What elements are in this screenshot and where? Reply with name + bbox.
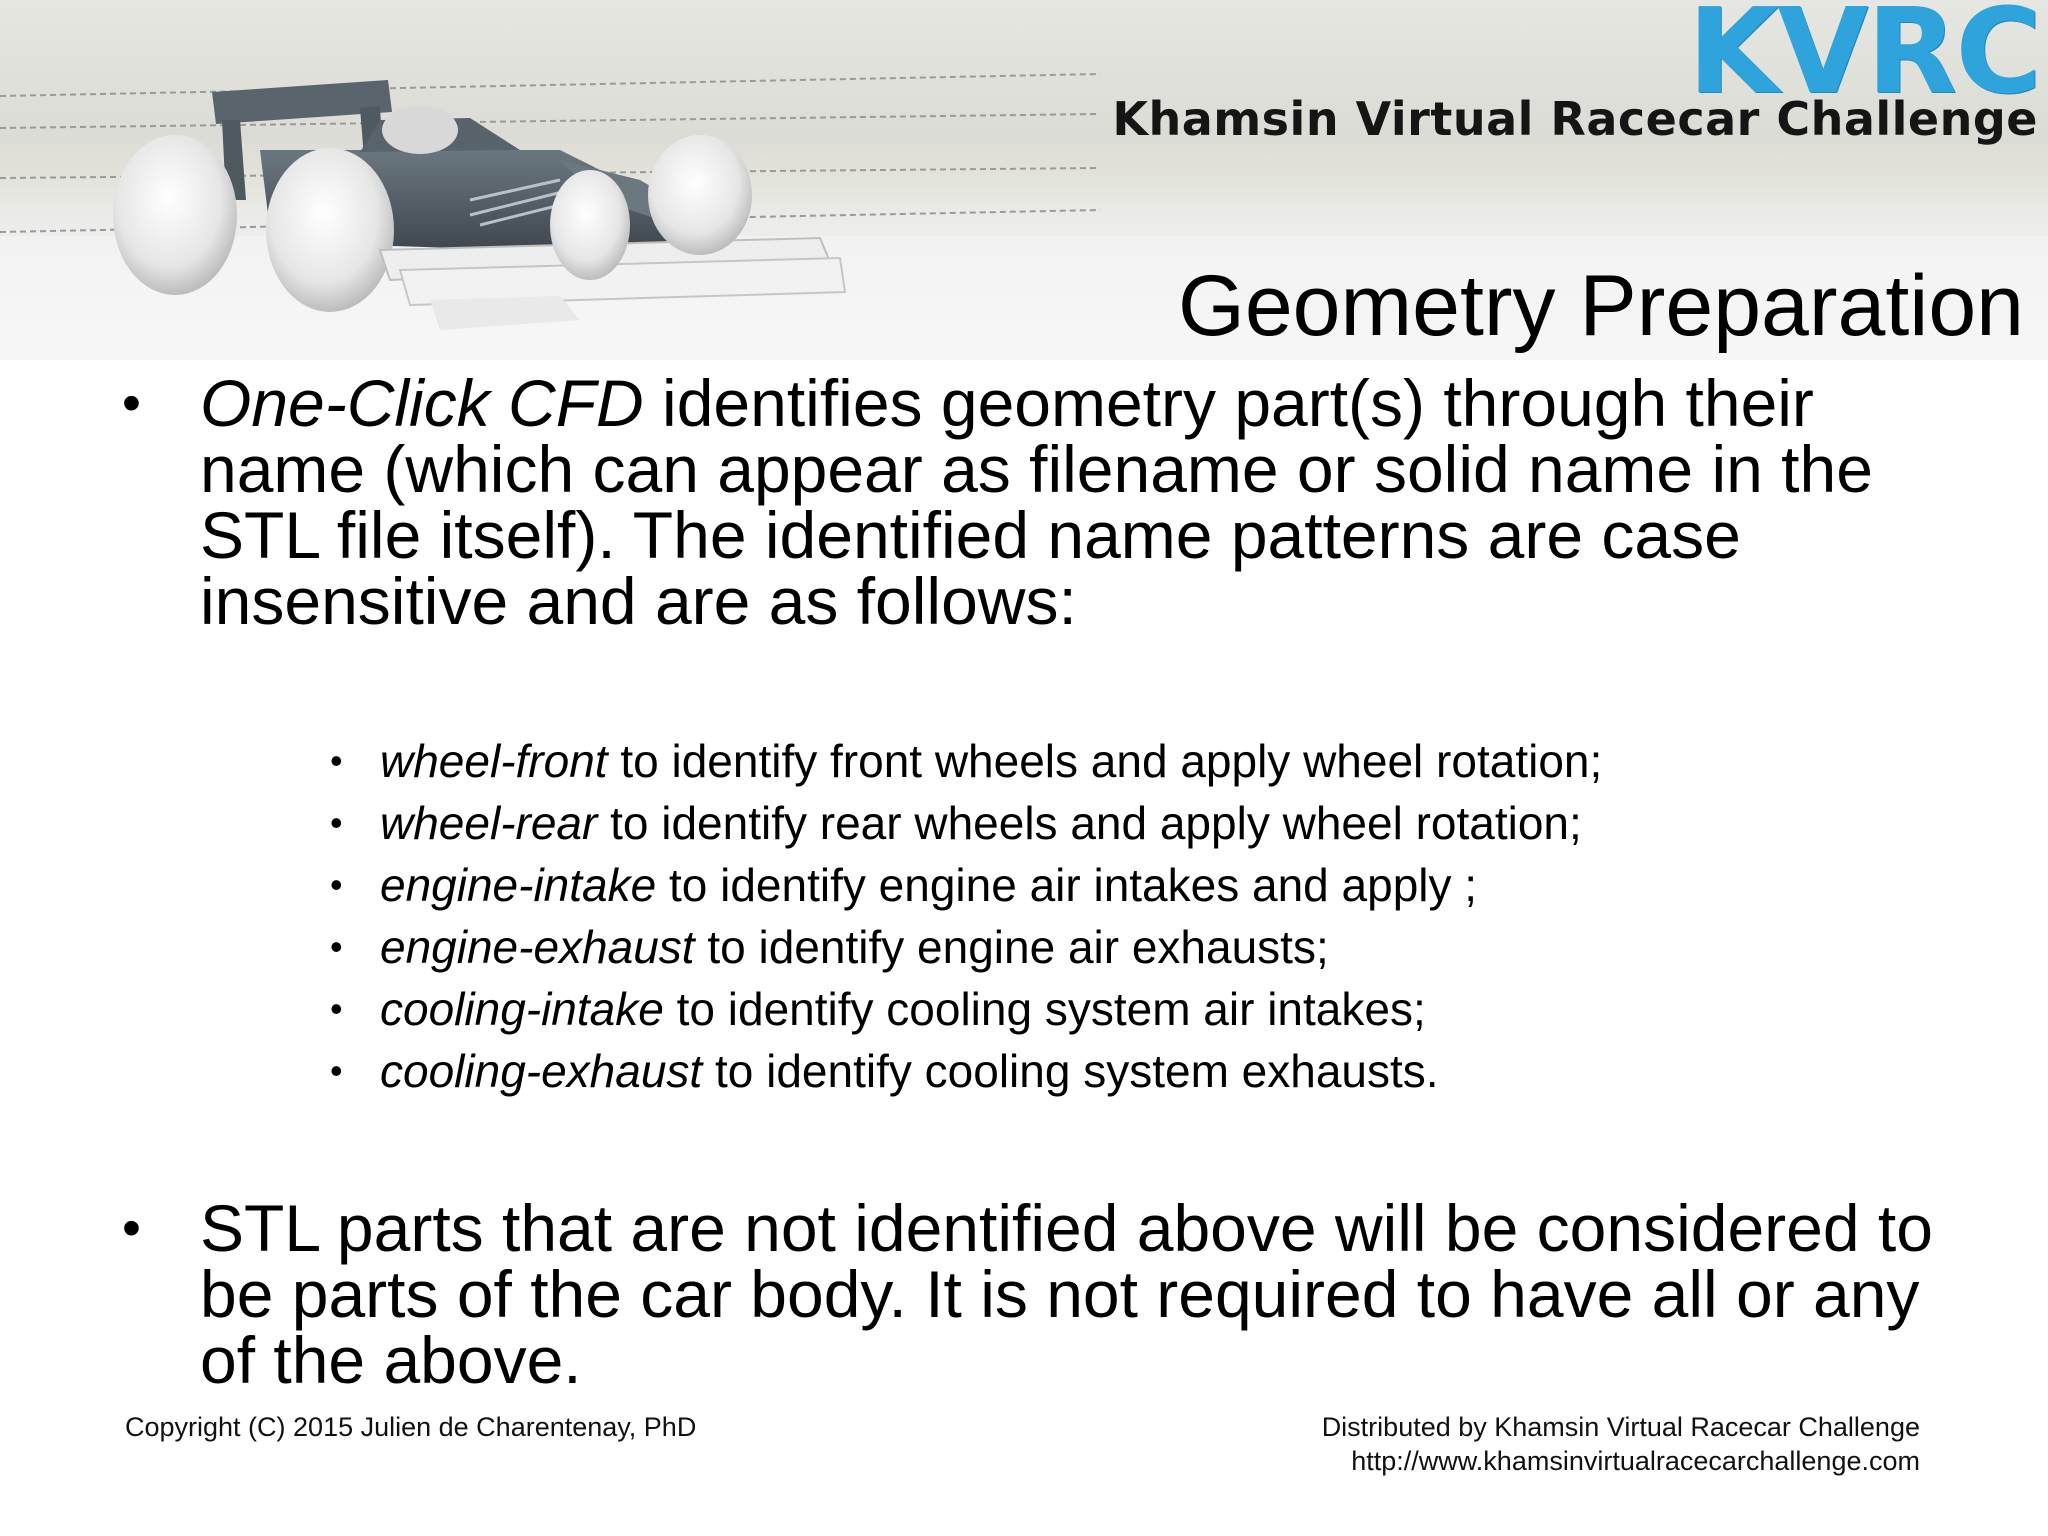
pattern-text: to identify engine air exhausts; bbox=[694, 921, 1329, 973]
pattern-text: to identify front wheels and apply wheel rotation; bbox=[607, 735, 1603, 787]
logo-tagline: Khamsin Virtual Racecar Challenge bbox=[1112, 92, 2038, 146]
pattern-text: to identify engine air intakes and apply ; bbox=[656, 859, 1478, 911]
bullet-text: STL parts that are not identified above will be considered to be parts of the car body. It is not required to have all or any of the above. bbox=[200, 1191, 1933, 1397]
bullet-icon: • bbox=[330, 988, 343, 1029]
slide-title: Geometry Preparation bbox=[1177, 258, 2024, 354]
list-item bbox=[330, 916, 1980, 978]
bullet-icon: • bbox=[330, 864, 343, 905]
footer-distributed-by: Distributed by Khamsin Virtual Racecar Challenge bbox=[1321, 1412, 1920, 1442]
bullet-stl-parts bbox=[122, 1191, 1980, 1397]
pattern-term: cooling-exhaust bbox=[380, 1045, 703, 1097]
bullet-icon: • bbox=[330, 1050, 343, 1091]
bullet-icon: • bbox=[330, 740, 343, 781]
pattern-term: wheel-front bbox=[380, 735, 608, 787]
bullet-icon: • bbox=[330, 926, 343, 967]
racecar-illustration bbox=[0, 0, 1100, 360]
footer-copyright: Copyright (C) 2015 Julien de Charentenay, PhD bbox=[125, 1412, 697, 1442]
kvrc-logo: KVRC bbox=[1687, 0, 2040, 120]
header-banner bbox=[0, 0, 2048, 360]
footer-distribution bbox=[1322, 1410, 1920, 1478]
tyre-rear-right bbox=[266, 148, 394, 312]
name-pattern-list bbox=[330, 730, 1980, 1102]
pattern-term: cooling-intake bbox=[380, 983, 664, 1035]
footer-url[interactable]: http://www.khamsinvirtualracecarchallenge.com bbox=[1351, 1446, 1920, 1476]
tyre-rear-left bbox=[113, 135, 237, 295]
bullet-one-click-cfd bbox=[122, 366, 1980, 638]
tyre-front-right bbox=[648, 135, 752, 255]
tyre-front-left bbox=[550, 170, 630, 280]
pattern-text: to identify cooling system exhausts. bbox=[702, 1045, 1439, 1097]
pattern-term: engine-exhaust bbox=[380, 921, 695, 973]
list-item bbox=[330, 854, 1980, 916]
bullet-term: One-Click CFD bbox=[200, 366, 644, 440]
list-item bbox=[330, 730, 1980, 792]
pattern-term: wheel-rear bbox=[380, 797, 598, 849]
bullet-icon: • bbox=[122, 373, 141, 433]
bullet-icon: • bbox=[122, 1198, 141, 1258]
pattern-term: engine-intake bbox=[380, 859, 657, 911]
pattern-text: to identify rear wheels and apply wheel rotation; bbox=[597, 797, 1582, 849]
list-item bbox=[330, 978, 1980, 1040]
bullet-icon: • bbox=[330, 802, 343, 843]
list-item bbox=[330, 792, 1980, 854]
list-item bbox=[330, 1040, 1980, 1102]
bullet-text: identifies geometry part(s) through their name (which can appear as filename or solid name in the STL file itself). The identified name patterns are case insensitive and are as follows: bbox=[200, 366, 1873, 638]
pattern-text: to identify cooling system air intakes; bbox=[663, 983, 1426, 1035]
